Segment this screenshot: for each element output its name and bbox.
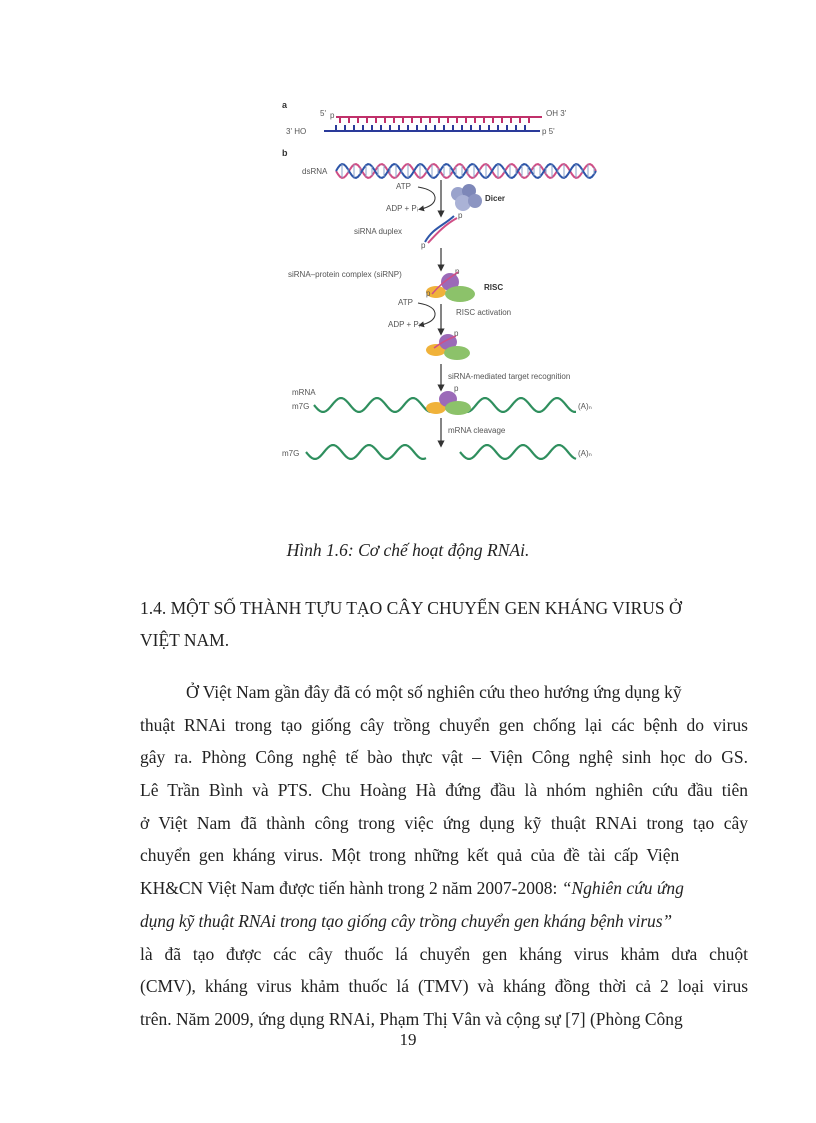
paragraph-line: trên. Năm 2009, ứng dụng RNAi, Phạm Thị Vân và cộng sự [7] (Phòng Công — [140, 1008, 683, 1029]
m7g-cap-label-1: m7G — [292, 402, 310, 411]
paragraph-line: chuyển gen kháng virus. Một trong những kết quả của đề tài cấp Viện — [140, 845, 680, 866]
section-heading-line-1: 1.4. MỘT SỐ THÀNH TỰU TẠO CÂY CHUYỂN GEN KHÁNG VIRUS Ở — [140, 598, 682, 618]
risc-label: RISC — [484, 283, 504, 292]
adp-label-2: ADP + Pᵢ — [388, 320, 421, 329]
oh-three-prime-label: OH 3' — [546, 109, 567, 118]
polya-tail-label-1: (A)ₙ — [578, 402, 592, 411]
panel-a-label: a — [282, 100, 288, 110]
risc-phosphate-2: p — [426, 289, 431, 298]
paragraph-line: là đã tạo được các cây thuốc lá chuyển gen kháng virus khảm dưa chuột — [140, 943, 748, 964]
sirna-duplex-label: siRNA duplex — [354, 227, 403, 236]
risc-activation-label: RISC activation — [456, 308, 512, 317]
risc-complex — [426, 272, 475, 302]
panel-b-label: b — [282, 148, 288, 158]
dsrna-label: dsRNA — [302, 167, 328, 176]
paragraph-line — [140, 872, 748, 905]
sirnp-label: siRNA–protein complex (siRNP) — [288, 270, 402, 279]
paragraph-line: gây ra. Phòng Công nghệ tế bào thực vật – Viện Công nghệ sinh học do GS. — [140, 747, 748, 768]
m7g-cap-label-2: m7G — [282, 449, 300, 458]
dicer-label: Dicer — [485, 194, 506, 203]
p-five-prime-label: p 5' — [542, 127, 555, 136]
cleaved-mrna-fragment-3prime — [460, 445, 576, 459]
paragraph-line-text: KH&CN Việt Nam được tiến hành trong 2 năm 2007-2008: — [140, 878, 562, 899]
body-paragraph — [140, 676, 748, 1036]
paragraph-line: ở Việt Nam đã thành công trong việc ứng dụng kỹ thuật RNAi trong tạo cây — [140, 812, 748, 833]
risc-bound-to-mrna — [426, 391, 471, 415]
sirna-duplex-strand-1 — [425, 216, 454, 242]
mrna-cleavage-label: mRNA cleavage — [448, 426, 506, 435]
sirna-duplex-strand-2 — [428, 218, 457, 243]
five-prime-top-label: 5' — [320, 109, 326, 118]
three-prime-ho-label: 3' HO — [286, 127, 307, 136]
atp-label-2: ATP — [398, 298, 413, 307]
polya-tail-label-2: (A)ₙ — [578, 449, 592, 458]
risc-phosphate-1: p — [455, 267, 460, 276]
duplex-phosphate-1: p — [458, 211, 463, 220]
atp-hydrolysis-arrow-1 — [418, 187, 435, 209]
research-title-quote-start: “Nghiên cứu ứng — [561, 878, 684, 899]
adp-label-1: ADP + Pᵢ — [386, 204, 419, 213]
cleaved-mrna-fragment-5prime — [306, 445, 426, 459]
paragraph-line: Lê Trần Bình và PTS. Chu Hoàng Hà đứng đầu là nhóm nghiên cứu đầu tiên — [140, 780, 748, 801]
dicer-enzyme — [451, 184, 482, 211]
paragraph-line: Ở Việt Nam gần đây đã có một số nghiên cứu theo hướng ứng dụng kỹ — [186, 682, 682, 702]
section-heading-line-2: VIỆT NAM. — [140, 630, 230, 650]
paragraph-line: thuật RNAi trong tạo giống cây trồng chuyển gen chống lại các bệnh do virus — [140, 714, 748, 735]
activated-risc — [426, 334, 470, 360]
activated-risc-phosphate: p — [454, 329, 459, 338]
mrna-label: mRNA — [292, 388, 316, 397]
duplex-phosphate-2: p — [421, 241, 426, 250]
rnai-mechanism-figure — [278, 96, 618, 468]
dsrna-helix-strand-2 — [336, 164, 596, 178]
research-title-quote-end: dụng kỹ thuật RNAi trong tạo giống cây trồng chuyển gen kháng bệnh virus” — [140, 910, 673, 931]
page-number: 19 — [399, 1030, 417, 1049]
paragraph-line: (CMV), kháng virus khảm thuốc lá (TMV) và kháng đồng thời cả 2 loại virus — [140, 976, 748, 997]
atp-label-1: ATP — [396, 182, 411, 191]
phosphate-top-label: p — [330, 111, 335, 120]
figure-caption: Hình 1.6: Cơ chế hoạt động RNAi. — [286, 540, 530, 560]
atp-hydrolysis-arrow-2 — [418, 303, 435, 325]
target-phosphate-label: p — [454, 384, 459, 393]
target-recognition-label: siRNA-mediated target recognition — [448, 372, 571, 381]
section-heading — [140, 592, 750, 656]
